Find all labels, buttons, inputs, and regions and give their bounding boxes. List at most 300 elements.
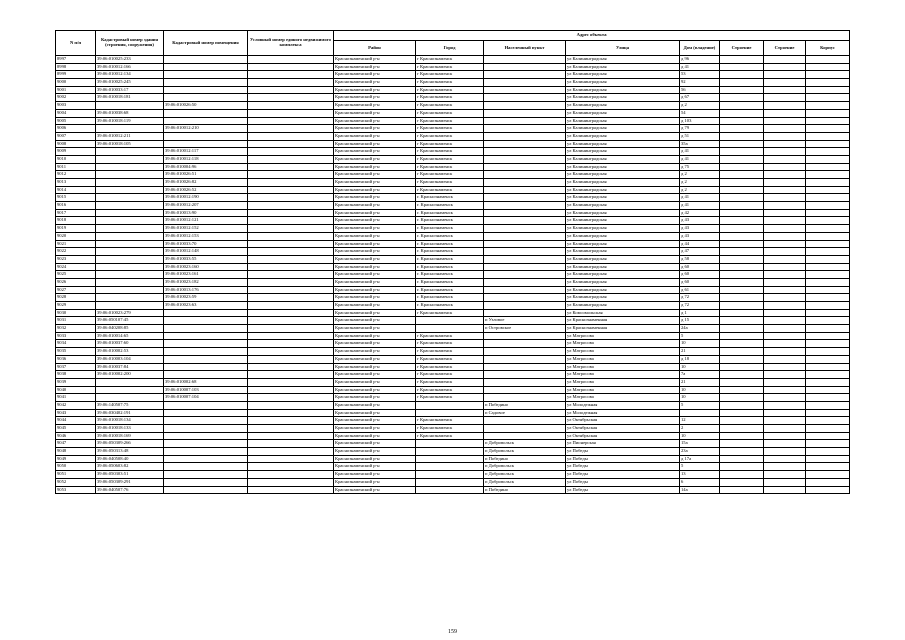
cell-district: Краснознаменский р-н [334, 409, 416, 417]
cell-structure [764, 79, 806, 87]
cell-complex [248, 271, 334, 279]
cell-korpus [806, 286, 850, 294]
cell-structure [764, 125, 806, 133]
cell-district: Краснознаменский р-н [334, 471, 416, 479]
table-row [56, 94, 850, 102]
cell-settlement [484, 425, 566, 433]
cell-house: д 2 [680, 186, 720, 194]
table-row [56, 448, 850, 456]
cell-street: ул Калининградская [566, 255, 680, 263]
cell-house: д 17а [680, 455, 720, 463]
cell-structure [764, 348, 806, 356]
header-korpus: Корпус [806, 41, 850, 56]
cell-house: д 79 [680, 125, 720, 133]
cell-house: 15а [680, 440, 720, 448]
cell-korpus [806, 171, 850, 179]
cell-street: ул Молодежная [566, 401, 680, 409]
cell-kad-building: 39:06:010002:200 [96, 371, 164, 379]
cell-street: ул Калининградская [566, 240, 680, 248]
cell-kad-room: 39:06:010026:50 [164, 102, 248, 110]
cell-complex [248, 348, 334, 356]
cell-settlement: п Добровольск [484, 448, 566, 456]
cell-street: ул Калининградская [566, 217, 680, 225]
cell-building [720, 325, 764, 333]
cell-district: Краснознаменский р-н [334, 425, 416, 433]
cell-district: Краснознаменский р-н [334, 355, 416, 363]
cell-structure [764, 463, 806, 471]
cell-settlement [484, 271, 566, 279]
cell-settlement [484, 163, 566, 171]
header-kad-room: Кадастровый номер помещения [164, 31, 248, 56]
cell-street: ул Краснознаменная [566, 317, 680, 325]
cell-num: 9009 [56, 148, 96, 156]
cell-kad-building [96, 186, 164, 194]
cell-city: г Краснознаменск [416, 148, 484, 156]
cell-district: Краснознаменский р-н [334, 394, 416, 402]
cell-kad-room: 39:06:010013:90 [164, 209, 248, 217]
cell-num: 9041 [56, 394, 96, 402]
cell-kad-building: 39:06:010037:60 [96, 340, 164, 348]
cell-complex [248, 455, 334, 463]
table-row [56, 463, 850, 471]
cell-korpus [806, 163, 850, 171]
cell-street: ул Матросова [566, 386, 680, 394]
table-row [56, 248, 850, 256]
cell-house: д 103 [680, 117, 720, 125]
table-row [56, 432, 850, 440]
cell-korpus [806, 471, 850, 479]
table-row [56, 117, 850, 125]
cell-korpus [806, 56, 850, 64]
cell-num: 9044 [56, 417, 96, 425]
cell-district: Краснознаменский р-н [334, 202, 416, 210]
cell-building [720, 140, 764, 148]
cell-street: ул Победы [566, 448, 680, 456]
cell-city [416, 440, 484, 448]
cell-korpus [806, 463, 850, 471]
cell-building [720, 378, 764, 386]
cell-kad-building [96, 263, 164, 271]
cell-complex [248, 132, 334, 140]
cell-street: ул Октябрьская [566, 417, 680, 425]
cell-street: ул Калининградская [566, 102, 680, 110]
cell-district: Краснознаменский р-н [334, 455, 416, 463]
cell-city: г. Краснознаменск [416, 202, 484, 210]
cell-city: г Краснознаменск [416, 155, 484, 163]
cell-street: ул Матросова [566, 378, 680, 386]
cell-kad-building: 39:06:010012:134 [96, 71, 164, 79]
cell-building [720, 463, 764, 471]
cell-complex [248, 79, 334, 87]
cell-district: Краснознаменский р-н [334, 463, 416, 471]
cell-city [416, 486, 484, 494]
cell-num: 9050 [56, 463, 96, 471]
cell-house: 13 [680, 471, 720, 479]
cell-kad-room: 39:06:010012:190 [164, 194, 248, 202]
cell-structure [764, 478, 806, 486]
cell-building [720, 271, 764, 279]
cell-structure [764, 394, 806, 402]
cell-complex [248, 163, 334, 171]
cell-house: д 41 [680, 202, 720, 210]
cell-house: 2 [680, 425, 720, 433]
cell-structure [764, 109, 806, 117]
cell-num: 9031 [56, 317, 96, 325]
cell-building [720, 486, 764, 494]
table-row [56, 56, 850, 64]
cell-structure [764, 225, 806, 233]
table-row [56, 340, 850, 348]
cell-street: ул Пионерская [566, 440, 680, 448]
cell-street: ул Матросова [566, 363, 680, 371]
cell-settlement [484, 217, 566, 225]
cell-korpus [806, 102, 850, 110]
cell-street: ул Калининградская [566, 302, 680, 310]
cell-district: Краснознаменский р-н [334, 325, 416, 333]
cell-structure [764, 117, 806, 125]
cell-korpus [806, 317, 850, 325]
cell-district: Краснознаменский р-н [334, 271, 416, 279]
cell-structure [764, 340, 806, 348]
cell-settlement [484, 340, 566, 348]
header-city: Город [416, 41, 484, 56]
cell-settlement [484, 225, 566, 233]
cell-structure [764, 309, 806, 317]
cell-street: ул Калининградская [566, 232, 680, 240]
table-header [56, 31, 850, 56]
cell-kad-room [164, 79, 248, 87]
cell-city: г Краснознаменск [416, 386, 484, 394]
cell-kad-building [96, 240, 164, 248]
cell-complex [248, 56, 334, 64]
cell-street: ул Победы [566, 471, 680, 479]
cell-structure [764, 278, 806, 286]
cell-settlement [484, 348, 566, 356]
cell-num: 9027 [56, 286, 96, 294]
cell-district: Краснознаменский р-н [334, 163, 416, 171]
cell-city: г Краснознаменск [416, 56, 484, 64]
cell-settlement [484, 155, 566, 163]
table-row [56, 302, 850, 310]
cell-building [720, 179, 764, 187]
cell-city: г Краснознаменск [416, 348, 484, 356]
cell-settlement [484, 309, 566, 317]
cell-korpus [806, 240, 850, 248]
cell-house: 24а [680, 325, 720, 333]
cell-complex [248, 478, 334, 486]
cell-street: ул Матросова [566, 355, 680, 363]
cell-street: ул Матросова [566, 394, 680, 402]
cell-kad-room: 39:06:010023:63 [164, 302, 248, 310]
cell-korpus [806, 202, 850, 210]
cell-city: г. Краснознаменск [416, 217, 484, 225]
cell-kad-room [164, 355, 248, 363]
header-structure: Строение [764, 41, 806, 56]
cell-city: г. Краснознаменск [416, 263, 484, 271]
cell-settlement [484, 171, 566, 179]
cell-street: ул Матросова [566, 340, 680, 348]
table-row [56, 363, 850, 371]
cell-complex [248, 263, 334, 271]
header-settlement: Населенный пункт [484, 41, 566, 56]
cell-building [720, 63, 764, 71]
cell-kad-room: 39:06:010023:161 [164, 271, 248, 279]
cell-structure [764, 440, 806, 448]
cell-complex [248, 86, 334, 94]
cell-street: ул Калининградская [566, 94, 680, 102]
cell-kad-room: 39:06:010012:118 [164, 155, 248, 163]
cell-kad-building [96, 278, 164, 286]
cell-settlement [484, 355, 566, 363]
table-row [56, 263, 850, 271]
cell-structure [764, 148, 806, 156]
cell-complex [248, 417, 334, 425]
cell-city [416, 478, 484, 486]
cell-kad-building: 39:06:010012:166 [96, 63, 164, 71]
cell-street: ул Победы [566, 486, 680, 494]
header-num: N п/п [56, 31, 96, 56]
cell-house: д 61 [680, 286, 720, 294]
cell-district: Краснознаменский р-н [334, 309, 416, 317]
cell-kad-room: 39:06:010023:59 [164, 294, 248, 302]
cell-district: Краснознаменский р-н [334, 255, 416, 263]
cell-building [720, 186, 764, 194]
cell-district: Краснознаменский р-н [334, 348, 416, 356]
table-row [56, 278, 850, 286]
cell-complex [248, 179, 334, 187]
table-row [56, 217, 850, 225]
cell-city: г Краснознаменск [416, 179, 484, 187]
cell-street: ул Калининградская [566, 286, 680, 294]
cell-structure [764, 194, 806, 202]
cell-kad-room [164, 340, 248, 348]
cell-complex [248, 332, 334, 340]
cell-num: 9049 [56, 455, 96, 463]
cell-structure [764, 448, 806, 456]
cell-settlement [484, 286, 566, 294]
cell-district: Краснознаменский р-н [334, 401, 416, 409]
cell-num: 9043 [56, 409, 96, 417]
cell-kad-building: 39:06:030402:191 [96, 409, 164, 417]
cell-kad-building: 39:06:010018:134 [96, 417, 164, 425]
cell-city: г. Краснознаменск [416, 294, 484, 302]
cell-city: г. Краснознаменск [416, 232, 484, 240]
cell-complex [248, 463, 334, 471]
cell-settlement [484, 378, 566, 386]
cell-house: д 60 [680, 263, 720, 271]
table-row [56, 155, 850, 163]
cell-district: Краснознаменский р-н [334, 240, 416, 248]
cell-kad-room: 39:06:010012:153 [164, 232, 248, 240]
cell-settlement: п Садовое [484, 409, 566, 417]
cell-building [720, 194, 764, 202]
cell-building [720, 278, 764, 286]
cell-street: ул Калининградская [566, 263, 680, 271]
cell-kad-building: 39:06:140507:75 [96, 401, 164, 409]
cell-num: 9001 [56, 86, 96, 94]
cell-building [720, 409, 764, 417]
cell-street: ул Калининградская [566, 171, 680, 179]
header-house: Дом (владение) [680, 41, 720, 56]
cell-city: г Краснознаменск [416, 109, 484, 117]
cell-complex [248, 317, 334, 325]
cell-building [720, 125, 764, 133]
cell-settlement [484, 186, 566, 194]
cell-kad-room: 39:06:010023:182 [164, 278, 248, 286]
cell-kad-building [96, 217, 164, 225]
cell-building [720, 340, 764, 348]
cell-kad-room [164, 478, 248, 486]
cell-settlement: п Победино [484, 455, 566, 463]
cell-num: 9053 [56, 486, 96, 494]
table-row [56, 202, 850, 210]
cell-korpus [806, 263, 850, 271]
cell-city: г. Краснознаменск [416, 286, 484, 294]
cell-street: ул Калининградская [566, 209, 680, 217]
cell-settlement [484, 386, 566, 394]
cell-complex [248, 155, 334, 163]
cell-structure [764, 140, 806, 148]
table-row [56, 394, 850, 402]
cell-district: Краснознаменский р-н [334, 194, 416, 202]
cell-city: г Краснознаменск [416, 140, 484, 148]
cell-complex [248, 325, 334, 333]
cell-building [720, 109, 764, 117]
table-row [56, 194, 850, 202]
cell-num: 9035 [56, 348, 96, 356]
cell-settlement [484, 248, 566, 256]
cell-building [720, 386, 764, 394]
cell-korpus [806, 309, 850, 317]
cell-street: ул Калининградская [566, 79, 680, 87]
table-row [56, 294, 850, 302]
cell-settlement [484, 179, 566, 187]
cell-house: д 2 [680, 171, 720, 179]
cell-korpus [806, 71, 850, 79]
cell-structure [764, 378, 806, 386]
cell-structure [764, 63, 806, 71]
cell-kad-building: 39:06:040208:85 [96, 325, 164, 333]
cell-num: 9008 [56, 140, 96, 148]
cell-city: г Краснознаменск [416, 102, 484, 110]
cell-kad-room [164, 471, 248, 479]
cell-settlement: п Победино [484, 486, 566, 494]
cell-street: ул Октябрьская [566, 432, 680, 440]
cell-settlement [484, 363, 566, 371]
cell-city [416, 455, 484, 463]
cell-city: г Краснознаменск [416, 63, 484, 71]
cell-district: Краснознаменский р-н [334, 278, 416, 286]
cell-complex [248, 386, 334, 394]
cell-building [720, 155, 764, 163]
cell-structure [764, 163, 806, 171]
table-row [56, 409, 850, 417]
cell-num: 9006 [56, 125, 96, 133]
cell-num: 9051 [56, 471, 96, 479]
cell-kad-building [96, 102, 164, 110]
cell-kad-room: 39:06:010002:68 [164, 378, 248, 386]
cell-city: г Краснознаменск [416, 363, 484, 371]
cell-house: 5 [680, 332, 720, 340]
cell-num: 9034 [56, 340, 96, 348]
table-row [56, 225, 850, 233]
cell-house: д 44 [680, 240, 720, 248]
cell-city: г Краснознаменск [416, 163, 484, 171]
cell-complex [248, 432, 334, 440]
cell-structure [764, 255, 806, 263]
cell-structure [764, 171, 806, 179]
cell-settlement [484, 194, 566, 202]
cell-kad-building: 39:06:040508:40 [96, 455, 164, 463]
cell-settlement [484, 71, 566, 79]
cell-building [720, 117, 764, 125]
cell-complex [248, 148, 334, 156]
table-row [56, 125, 850, 133]
cell-complex [248, 371, 334, 379]
cell-house: д 2 [680, 179, 720, 187]
cell-num: 9033 [56, 332, 96, 340]
table-row [56, 186, 850, 194]
cell-korpus [806, 186, 850, 194]
cell-house: 10 [680, 363, 720, 371]
cell-korpus [806, 448, 850, 456]
table-row [56, 255, 850, 263]
cell-kad-building: 39:06:010018:181 [96, 94, 164, 102]
cell-district: Краснознаменский р-н [334, 363, 416, 371]
table-row [56, 286, 850, 294]
cell-street: ул Калининградская [566, 225, 680, 233]
cell-building [720, 355, 764, 363]
cell-structure [764, 132, 806, 140]
cell-city: г. Краснознаменск [416, 248, 484, 256]
cell-korpus [806, 386, 850, 394]
cell-street: ул Калининградская [566, 271, 680, 279]
cell-korpus [806, 194, 850, 202]
cell-house: д 96 [680, 56, 720, 64]
cell-structure [764, 417, 806, 425]
cell-kad-building: 39:06:010018:119 [96, 117, 164, 125]
cell-building [720, 401, 764, 409]
cell-district: Краснознаменский р-н [334, 117, 416, 125]
cell-kad-room [164, 440, 248, 448]
cell-street: ул Победы [566, 478, 680, 486]
cell-city: г. Краснознаменск [416, 194, 484, 202]
table-row [56, 478, 850, 486]
cell-district: Краснознаменский р-н [334, 317, 416, 325]
cell-city: г. Краснознаменск [416, 255, 484, 263]
cell-num: 9007 [56, 132, 96, 140]
table-row [56, 148, 850, 156]
cell-structure [764, 286, 806, 294]
cell-district: Краснознаменский р-н [334, 378, 416, 386]
cell-district: Краснознаменский р-н [334, 440, 416, 448]
cell-house: д 60 [680, 278, 720, 286]
cell-kad-building [96, 163, 164, 171]
cell-street: ул Калининградская [566, 56, 680, 64]
header-kad-building: Кадастровый номер здания (строения, сооружения) [96, 31, 164, 56]
cell-building [720, 294, 764, 302]
cell-settlement [484, 209, 566, 217]
cell-settlement: п Добровольск [484, 471, 566, 479]
cell-district: Краснознаменский р-н [334, 63, 416, 71]
cell-kad-building [96, 209, 164, 217]
cell-street: ул Матросова [566, 371, 680, 379]
cell-building [720, 448, 764, 456]
cell-building [720, 440, 764, 448]
cell-kad-building [96, 155, 164, 163]
cell-kad-room [164, 332, 248, 340]
cell-kad-room: 39:06:010012:210 [164, 125, 248, 133]
